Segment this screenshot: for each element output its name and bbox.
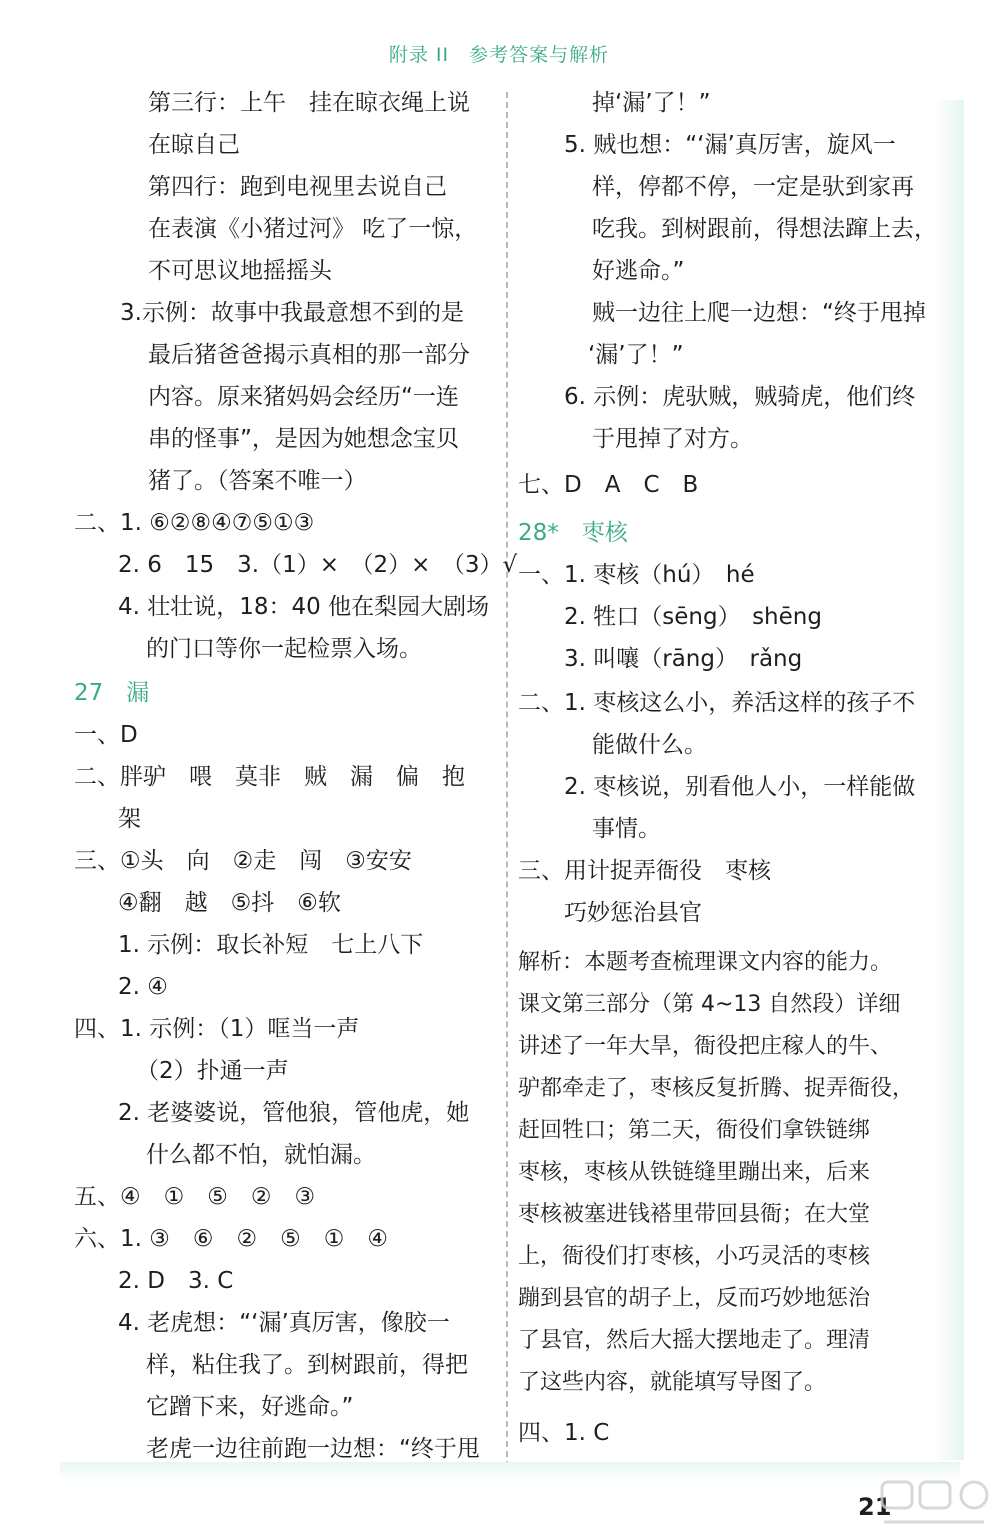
answer-line: 第四行：跑到电视里去说自己 [148,174,447,200]
column-divider [506,92,508,1477]
page-edge-tint [934,100,964,1460]
analysis-line: 解析：本题考查梳理课文内容的能力。 [518,950,893,975]
analysis-line: 驴都牵走了，枣核反复折腾、捉弄衙役， [518,1076,915,1101]
answer-line: 5. 贼也想：“‘漏’真厉害，旋风一 [564,132,896,158]
page-number: 21 [858,1493,892,1521]
answer-line: 2. 老婆婆说，管他狼，管他虎，她 [118,1100,470,1126]
answer-line: 在晾自己 [148,132,240,158]
answer-line: 于甩掉了对方。 [592,426,753,452]
answer-line: 二、1. ⑥②⑧④⑦⑤①③ [74,510,315,536]
answer-line: 好逃命。” [592,258,685,284]
answer-line: 1. 示例：取长补短 七上八下 [118,932,424,958]
analysis-line: 赶回牲口；第二天，衙役们拿铁链绑 [518,1118,871,1143]
answer-line: 不可思议地摇摇头 [148,258,332,284]
answer-line: 最后猪爸爸揭示真相的那一部分 [148,342,470,368]
answer-line: 架 [118,806,141,832]
answer-line: 掉‘漏’了！” [592,90,711,116]
lesson-title: 28* 枣核 [518,520,628,546]
answer-line: 六、1. ③ ⑥ ② ⑤ ① ④ [74,1226,388,1252]
answer-line: 五、④ ① ⑤ ② ③ [74,1184,316,1210]
analysis-line: 课文第三部分（第 4~13 自然段）详细 [518,992,901,1017]
answer-line: 三、①头 向 ②走 闯 ③安安 [74,848,412,874]
answer-line: 二、胖驴 喂 莫非 贼 漏 偏 抱 [74,764,465,790]
analysis-line: 枣核，枣核从铁链缝里蹦出来，后来 [518,1160,871,1185]
watermark-logo-icon [876,1478,994,1534]
answer-line: 什么都不怕，就怕漏。 [146,1142,376,1168]
answer-line: 样，停都不停，一定是驮到家再 [592,174,914,200]
analysis-line: 了这些内容，就能填写导图了。 [518,1370,827,1395]
answer-line: 巧妙惩治县官 [564,900,702,926]
answer-line: ‘漏’了！” [588,342,684,368]
answer-line: 事情。 [592,816,661,842]
answer-line: ④翻 越 ⑤抖 ⑥软 [118,890,341,916]
answer-line: 二、1. 枣核这么小，养活这样的孩子不 [518,690,916,716]
answer-line: 在表演《小猪过河》 吃了一惊， [148,216,478,242]
answer-line: 第三行：上午 挂在晾衣绳上说 [148,90,470,116]
answer-line: 它蹭下来，好逃命。” [146,1394,354,1420]
answer-line: 3. 叫嚷（rāng） rǎng [564,646,803,672]
page-header: 附录 II 参考答案与解析 [388,44,610,66]
answer-line: 2. ④ [118,974,168,1000]
answer-line: 猪了。（答案不唯一） [148,468,367,494]
analysis-line: 蹦到县官的胡子上，反而巧妙地惩治 [518,1286,871,1311]
answer-line: 能做什么。 [592,732,707,758]
analysis-line: 了县官，然后大摇大摆地走了。理清 [518,1328,871,1353]
answer-line: 一、D [74,722,138,748]
analysis-line: 上，衙役们打枣核，小巧灵活的枣核 [518,1244,871,1269]
answer-line: 老虎一边往前跑一边想：“终于甩 [146,1436,480,1462]
answer-line: 2. 牲口（sēng） shēng [564,604,822,630]
answer-line: 一、1. 枣核（hú） hé [518,562,755,588]
answer-line: 七、D A C B [518,472,699,498]
answer-line: 6. 示例：虎驮贼，贼骑虎，他们终 [564,384,916,410]
answer-line: 4. 老虎想：“‘漏’真厉害，像胶一 [118,1310,450,1336]
analysis-line: 枣核被塞进钱褡里带回县衙；在大堂 [518,1202,871,1227]
answer-line: 吃我。到树跟前，得想法蹿上去， [592,216,937,242]
footer-band [60,1462,960,1482]
answer-line: 2. 枣核说，别看他人小，一样能做 [564,774,916,800]
lesson-title: 27 漏 [74,680,150,706]
answer-line: 串的怪事”，是因为她想念宝贝 [148,426,459,452]
answer-line: （2）扑通一声 [136,1058,289,1084]
analysis-line: 讲述了一年大旱，衙役把庄稼人的牛、 [518,1034,893,1059]
answer-line: 4. 壮壮说，18：40 他在梨园大剧场 [118,594,490,620]
answer-line: 2. D 3. C [118,1268,234,1294]
answer-line: 内容。原来猪妈妈会经历“一连 [148,384,459,410]
answer-line: 3.示例：故事中我最意想不到的是 [120,300,464,326]
answer-line: 三、用计捉弄衙役 枣核 [518,858,771,884]
answer-line: 2. 6 15 3.（1）× （2）× （3）√ [118,552,518,578]
answer-line: 四、1. C [518,1420,610,1446]
answer-line: 四、1. 示例：（1）哐当一声 [74,1016,360,1042]
answer-line: 贼一边往上爬一边想：“终于甩掉 [592,300,926,326]
answer-line: 样，粘住我了。到树跟前，得把 [146,1352,468,1378]
answer-line: 的门口等你一起检票入场。 [146,636,422,662]
